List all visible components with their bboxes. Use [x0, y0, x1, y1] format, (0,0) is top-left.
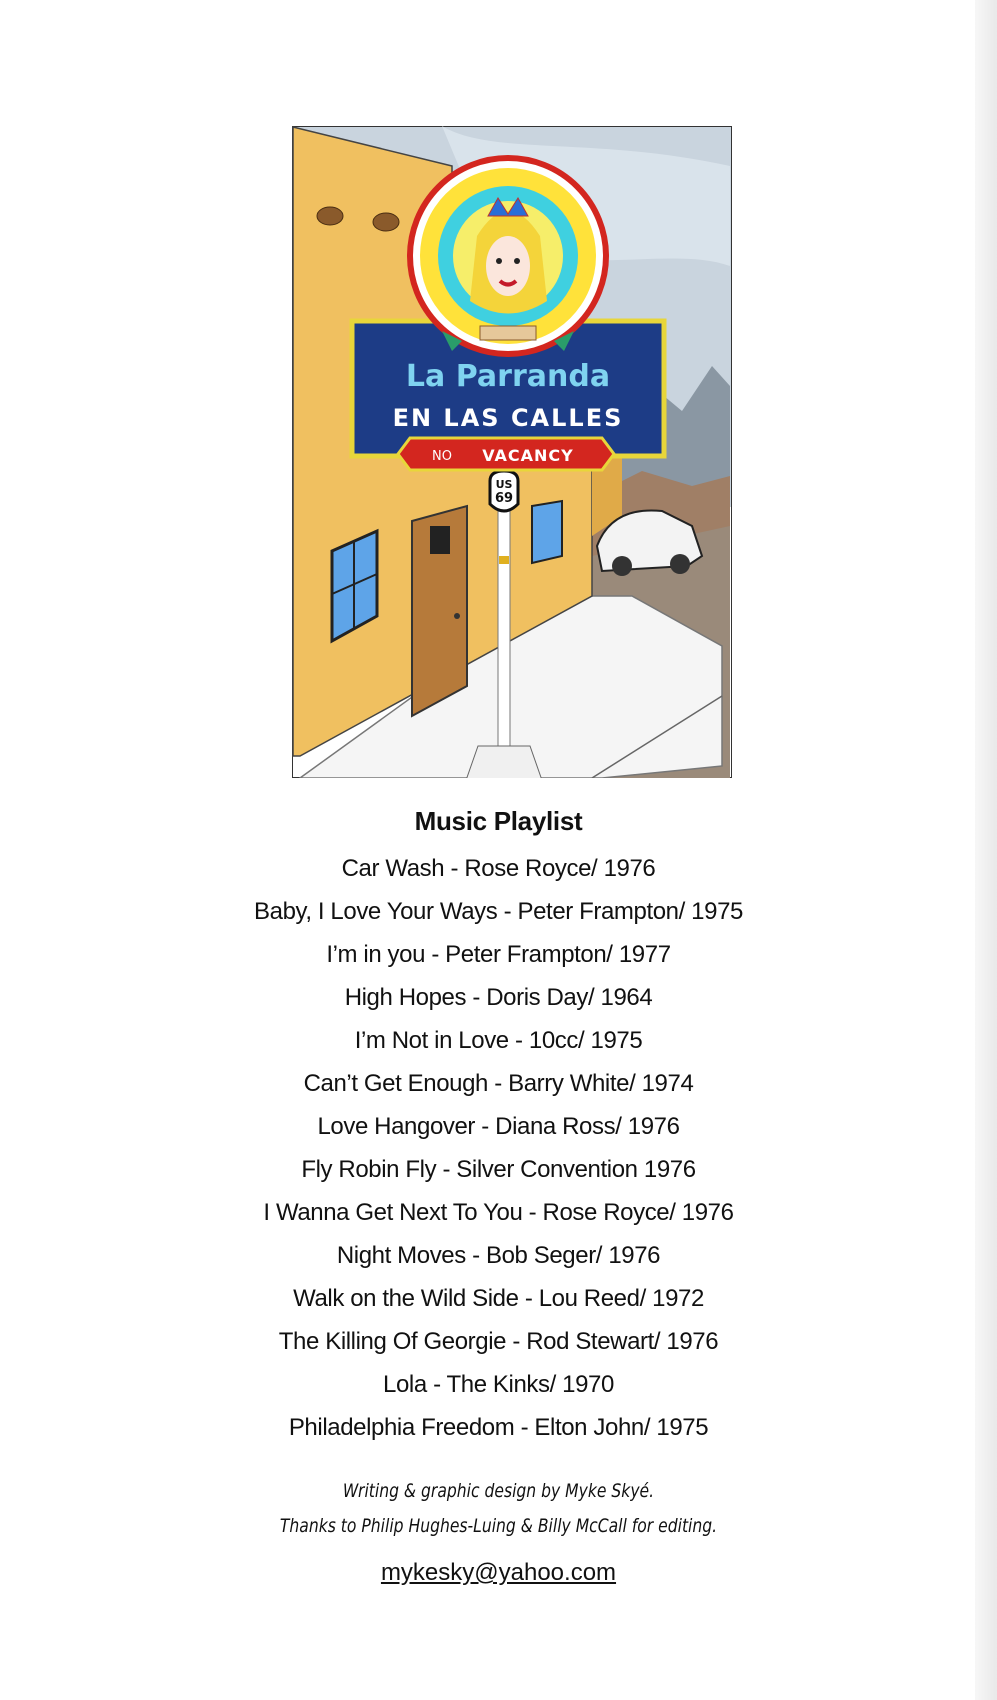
- track-item: Lola - The Kinks/ 1970: [383, 1371, 614, 1398]
- track-item: The Killing Of Georgie - Rod Stewart/ 1976: [278, 1328, 719, 1355]
- vacancy-word: VACANCY: [482, 446, 574, 465]
- track-item: Fly Robin Fly - Silver Convention 1976: [301, 1156, 696, 1183]
- contact-email: [0, 1558, 997, 1588]
- track-item: Can’t Get Enough - Barry White/ 1974: [303, 1070, 694, 1097]
- track-item: Love Hangover - Diana Ross/ 1976: [317, 1113, 680, 1140]
- credits-thanks-line: Thanks to Philip Hughes-Luing & Billy McCall for editing.: [279, 1515, 718, 1537]
- track-item: Walk on the Wild Side - Lou Reed/ 1972: [293, 1285, 704, 1312]
- sign-title: La Parranda: [405, 359, 611, 394]
- track-item: I’m in you - Peter Frampton/ 1977: [326, 941, 671, 968]
- track-item: I Wanna Get Next To You - Rose Royce/ 1976: [263, 1199, 734, 1226]
- medallion-ribbon: [480, 326, 536, 340]
- track-item: Baby, I Love Your Ways - Peter Frampton/ 1975: [254, 898, 743, 925]
- music-playlist: [0, 805, 997, 1449]
- credits: [90, 1474, 908, 1544]
- credits-design-line: Writing & graphic design by Myke Skyé.: [342, 1480, 655, 1502]
- cover-illustration: [292, 126, 732, 778]
- window-right: [532, 501, 562, 563]
- track-item: Night Moves - Bob Seger/ 1976: [336, 1242, 661, 1269]
- track-list: [0, 847, 997, 1449]
- playlist-title: Music Playlist: [414, 806, 583, 836]
- track-item: Car Wash - Rose Royce/ 1976: [341, 855, 656, 882]
- pole-base: [464, 746, 544, 778]
- track-item: High Hopes - Doris Day/ 1964: [344, 984, 653, 1011]
- route-shield-number: 69: [494, 491, 514, 506]
- motel-sign-illustration: [292, 126, 732, 778]
- route-shield-us: US: [495, 478, 513, 491]
- track-item: I’m Not in Love - 10cc/ 1975: [354, 1027, 643, 1054]
- track-item: Philadelphia Freedom - Elton John/ 1975: [288, 1414, 709, 1441]
- email-link[interactable]: mykesky@yahoo.com: [380, 1559, 617, 1586]
- vacancy-no: NO: [432, 449, 452, 464]
- viga-beam-right: [373, 213, 399, 231]
- sign-subtitle: EN LAS CALLES: [392, 404, 624, 432]
- pole-marker: [499, 556, 509, 564]
- face: [486, 236, 530, 296]
- viga-beam-left: [317, 207, 343, 225]
- door-window: [430, 526, 450, 554]
